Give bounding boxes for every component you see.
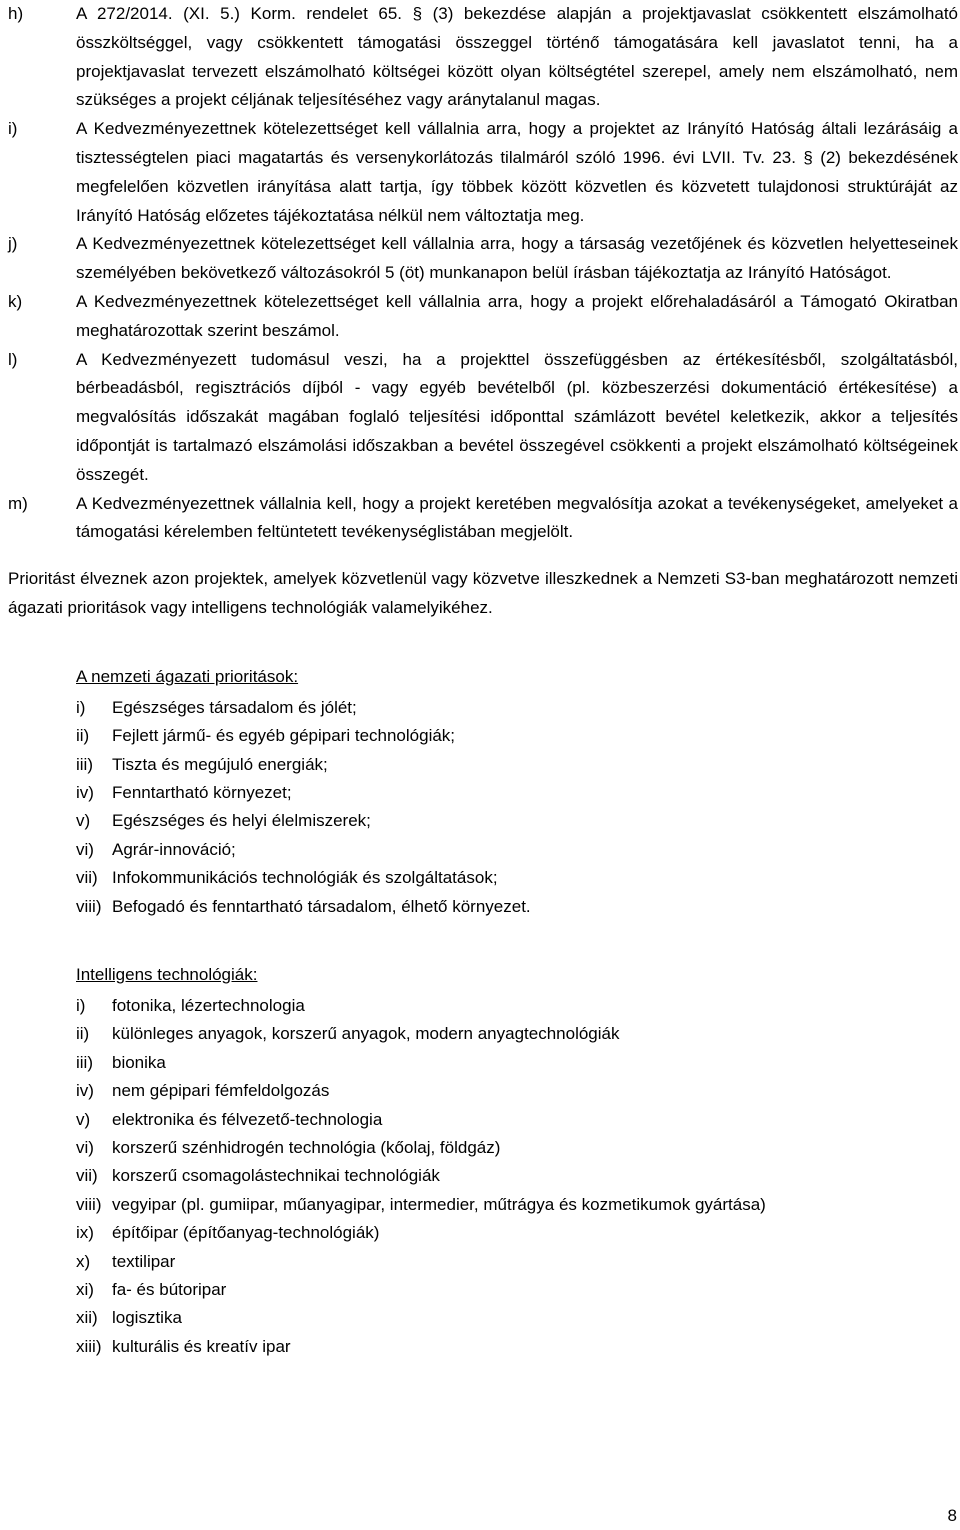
list-item-text: A Kedvezményezettnek vállalnia kell, hogy a projekt keretében megvalósítja azokat a tevékenységeket, amelyeket a támogatási kérelemben feltüntetett tevékenységlistában megjelölt.	[76, 493, 958, 542]
list-marker: v)	[76, 811, 91, 831]
list-marker: xii)	[76, 1308, 98, 1328]
list-marker: vi)	[76, 839, 94, 859]
list-marker: k)	[8, 291, 23, 311]
list-item	[76, 893, 958, 921]
list-item-text: korszerű csomagolástechnikai technológiák	[112, 1166, 440, 1186]
list-marker: vi)	[76, 1138, 94, 1158]
list-item	[76, 1219, 958, 1247]
list-item-text: Egészséges és helyi élelmiszerek;	[112, 811, 371, 831]
priority-paragraph	[8, 565, 958, 623]
list-item-text: A Kedvezményezett tudomásul veszi, ha a projekttel összefüggésben az értékesítésből, szolgáltatásból, bérbeadásból, regisztrációs díjból - vagy egyéb bevételből (pl. közbeszerzési dokumentáció értékesítése) a megvalósítás időszakát magában foglaló teljesítési időponttal számlázott bevétel keletkezik, akkor a teljesítés időpontját is tartalmazó elszámolási időszakban a bevétel összegével csökkenti a projekt elszámolható költségeinek összegét.	[76, 349, 958, 484]
list-marker: i)	[8, 119, 18, 139]
list-item	[76, 1162, 958, 1190]
list-marker: iii)	[76, 754, 93, 774]
list-item-text: fotonika, lézertechnologia	[112, 995, 305, 1015]
list-item	[76, 1106, 958, 1134]
list-item	[76, 836, 958, 864]
list-marker: viii)	[76, 896, 102, 916]
list-marker: iv)	[76, 782, 94, 802]
list-item-text: fa- és bútoripar	[112, 1280, 227, 1300]
list-item	[8, 346, 958, 490]
smart-technologies-list	[76, 992, 958, 1361]
page-number: 8	[947, 1506, 957, 1525]
list-marker: i)	[76, 697, 86, 717]
list-item-text: nem gépipari fémfeldolgozás	[112, 1081, 330, 1101]
list-item	[76, 1020, 958, 1048]
list-item-text: Egészséges társadalom és jólét;	[112, 697, 357, 717]
list-marker: ii)	[76, 726, 90, 746]
list-marker: vii)	[76, 1166, 98, 1186]
list-item	[76, 722, 958, 750]
list-item-text: Tiszta és megújuló energiák;	[112, 754, 328, 774]
list-item-text: vegyipar (pl. gumiipar, műanyagipar, intermedier, műtrágya és kozmetikumok gyártása)	[112, 1194, 766, 1214]
list-item	[76, 694, 958, 722]
list-item-text: elektronika és félvezető-technologia	[112, 1109, 383, 1129]
list-item	[8, 0, 958, 115]
list-item	[76, 1049, 958, 1077]
section-heading: A nemzeti ágazati prioritások:	[76, 666, 299, 686]
list-item	[76, 1276, 958, 1304]
list-item	[76, 1191, 958, 1219]
list-marker: v)	[76, 1109, 91, 1129]
national-priorities-section	[76, 663, 958, 921]
list-item-text: textilipar	[112, 1251, 176, 1271]
list-item-text: Fenntartható környezet;	[112, 782, 292, 802]
list-item	[76, 1134, 958, 1162]
list-marker: m)	[8, 493, 28, 513]
list-item-text: Agrár-innováció;	[112, 839, 236, 859]
list-marker: ix)	[76, 1223, 94, 1243]
list-marker: x)	[76, 1251, 91, 1271]
list-marker: iii)	[76, 1052, 93, 1072]
list-marker: iv)	[76, 1081, 94, 1101]
list-marker: vii)	[76, 868, 98, 888]
list-item	[76, 1304, 958, 1332]
list-marker: j)	[8, 234, 18, 254]
list-item-text: A 272/2014. (XI. 5.) Korm. rendelet 65. § (3) bekezdése alapján a projektjavaslat csökkentett elszámolható összköltséggel, vagy csökkentett támogatási összeggel történő támogatására kell javaslatot tenni, ha a projektjavaslat tervezett elszámolható költségei között olyan költségtétel szerepel, amely nem elszámolható, nem szükséges a projekt céljának teljesítéséhez vagy aránytalanul magas.	[76, 4, 958, 110]
list-marker: viii)	[76, 1194, 102, 1214]
list-item	[8, 288, 958, 346]
list-marker: xiii)	[76, 1336, 102, 1356]
conditions-list	[8, 0, 958, 547]
list-item	[8, 115, 958, 230]
list-item-text: logisztika	[112, 1308, 182, 1328]
priority-text: Prioritást élveznek azon projektek, amelyek közvetlenül vagy közvetve illeszkednek a Nemzeti S3-ban meghatározott nemzeti ágazati prioritások vagy intelligens technológiák valamelyikéhez.	[8, 569, 958, 617]
list-marker: xi)	[76, 1280, 94, 1300]
list-item-text: A Kedvezményezettnek kötelezettséget kell vállalnia arra, hogy a projekt előrehaladásáról a Támogató Okiratban meghatározottak szerint beszámol.	[76, 291, 958, 340]
list-marker: l)	[8, 349, 18, 369]
list-item-text: korszerű szénhidrogén technológia (kőolaj, földgáz)	[112, 1138, 501, 1158]
list-item	[76, 779, 958, 807]
list-item-text: A Kedvezményezettnek kötelezettséget kell vállalnia arra, hogy a társaság vezetőjének és közvetlen helyetteseinek személyében bekövetkező változásokról 5 (öt) munkanapon belül írásban tájékoztatja az Irányító Hatóságot.	[76, 234, 958, 283]
list-item-text: építőipar (építőanyag-technológiák)	[112, 1223, 380, 1243]
list-marker: i)	[76, 995, 86, 1015]
list-marker: h)	[8, 4, 24, 23]
list-item	[76, 992, 958, 1020]
national-priorities-list	[76, 694, 958, 921]
list-item-text: Befogadó és fenntartható társadalom, élhető környezet.	[112, 896, 531, 916]
list-item	[76, 1248, 958, 1276]
list-item-text: Infokommunikációs technológiák és szolgáltatások;	[112, 868, 498, 888]
list-item	[76, 1333, 958, 1361]
list-item-text: A Kedvezményezettnek kötelezettséget kell vállalnia arra, hogy a projektet az Irányító Hatóság általi lezárásáig a tisztességtelen piaci magatartás és versenykorlátozás tilalmáról szóló 1996. évi LVII. Tv. 23. § (2) bekezdésének megfelelően közvetlen irányítása alatt tartja, így többek között közvetlen és közvetett tulajdonosi struktúráját az Irányító Hatóság előzetes tájékoztatása nélkül nem változtatja meg.	[76, 119, 958, 225]
list-item-text: Fejlett jármű- és egyéb gépipari technológiák;	[112, 726, 456, 746]
section-heading: Intelligens technológiák:	[76, 964, 258, 984]
list-marker: ii)	[76, 1024, 90, 1044]
list-item	[8, 230, 958, 288]
list-item	[76, 807, 958, 835]
list-item	[76, 1077, 958, 1105]
list-item	[76, 751, 958, 779]
list-item-text: bionika	[112, 1052, 166, 1072]
list-item	[76, 864, 958, 892]
list-item-text: különleges anyagok, korszerű anyagok, modern anyagtechnológiák	[112, 1024, 620, 1044]
list-item-text: kulturális és kreatív ipar	[112, 1336, 291, 1356]
document-page	[8, 0, 958, 1361]
smart-technologies-section	[76, 961, 958, 1361]
list-item	[8, 490, 958, 548]
